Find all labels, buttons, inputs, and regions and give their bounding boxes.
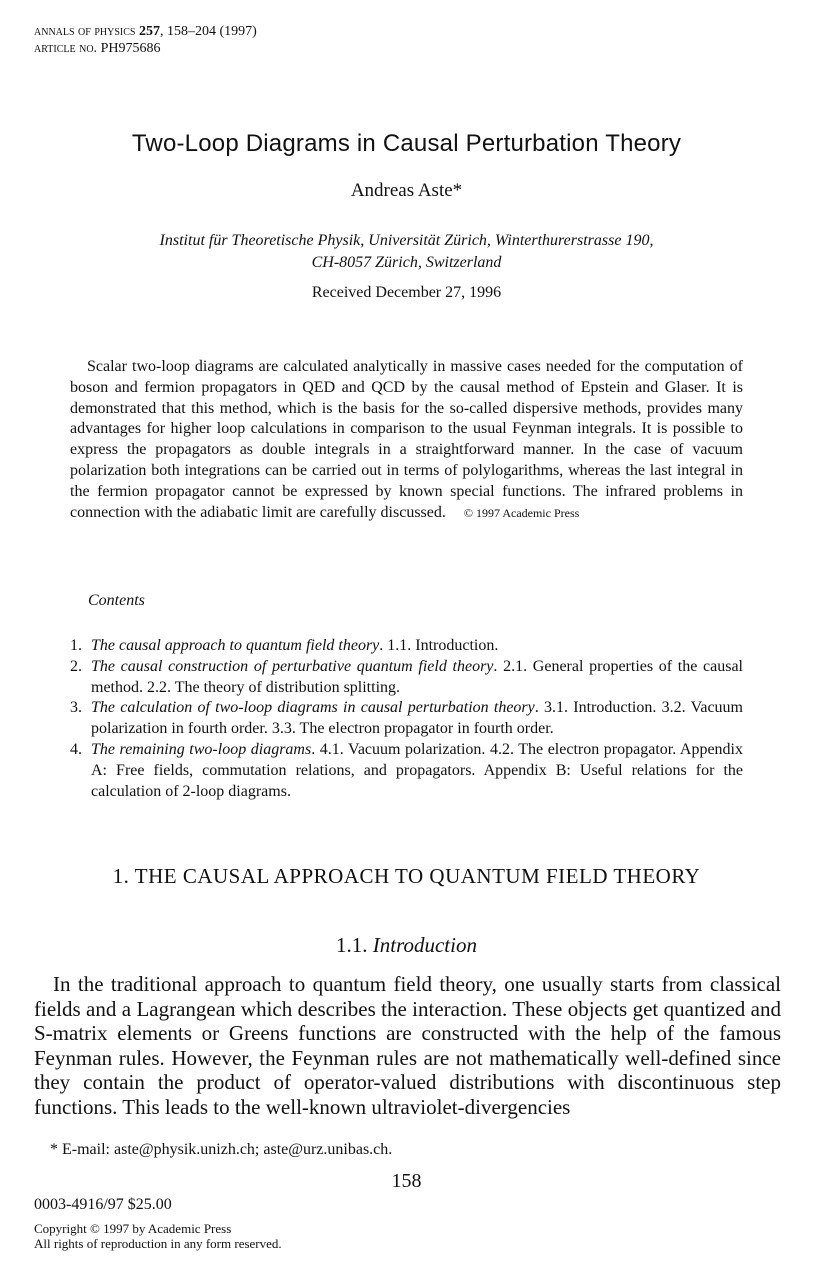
received-date: Received December 27, 1996 [311, 284, 502, 301]
journal-name: annals of physics [34, 24, 136, 39]
affiliation-line-2: CH-8057 Zürich, Switzerland [311, 254, 502, 271]
toc-item [70, 740, 743, 802]
toc-item-subsections: . 4.1. Vacuum polarization. 4.2. The electron propagator. Appendix A: Free fields, commutation relations, and propagators. Appendix B: Useful relations for the calculation of 2-loop diagrams. [91, 740, 743, 800]
article-label: article no. [34, 41, 98, 56]
toc-item-subsections: . 2.1. General properties of the causal method. 2.2. The theory of distribution splitting. [91, 657, 743, 696]
toc-item-title: The calculation of two-loop diagrams in causal perturbation theory [91, 699, 535, 717]
issn-price: 0003-4916/97 $25.00 [34, 1196, 172, 1213]
affiliation [0, 230, 813, 274]
body-paragraph: In the traditional approach to quantum field theory, one usually starts from classical fields and a Lagrangean which describes the interaction. These objects get quantized and S-matrix elements or Greens functions are constructed with the help of the famous Feynman rules. However, the Feynman rules are not mathematically well-defined since they contain the product of operator-valued distributions with discontinuous step functions. This leads to the well-known ultraviolet-divergencies [34, 972, 781, 1119]
toc-item-title: The remaining two-loop diagrams [91, 740, 312, 758]
affiliation-line-1: Institut für Theoretische Physik, Universität Zürich, Winterthurerstrasse 190, [159, 232, 654, 249]
abstract-text: Scalar two-loop diagrams are calculated analytically in massive cases needed for the computation of boson and fermion propagators in QED and QCD by the causal method of Epstein and Glaser. It is demonstrated that this method, which is the basis for the so-called dispersive methods, provides many advantages for higher loop calculations in comparison to the usual Feynman integrals. It is possible to express the propagators as double integrals in a straightforward manner. In the case of vacuum polarization both integrations can be carried out in terms of polylogarithms, whereas the last integral in the fermion propagator cannot be expressed by known special functions. The infrared problems in connection with the adiabatic limit are carefully discussed. [70, 358, 743, 521]
section-heading: 1. THE CAUSAL APPROACH TO QUANTUM FIELD THEORY [112, 864, 701, 888]
footer-rights: All rights of reproduction in any form reserved. [34, 1236, 282, 1251]
toc-item-subsections: . 1.1. Introduction. [379, 637, 499, 654]
toc-item-number: 3. [70, 699, 82, 717]
journal-citation-line [34, 23, 257, 40]
toc-item-number: 2. [70, 657, 82, 675]
abstract-copyright: © 1997 Academic Press [463, 505, 580, 520]
article-number: PH975686 [100, 41, 161, 56]
article-number-line [34, 40, 257, 57]
toc-item [70, 636, 743, 657]
paper-title: Two-Loop Diagrams in Causal Perturbation Theory [131, 130, 682, 157]
toc-item [70, 698, 743, 740]
toc-item-title: The causal approach to quantum field theory [91, 637, 380, 654]
subsection-number: 1.1. [336, 933, 368, 957]
toc-item-subsections: . 3.1. Introduction. 3.2. Vacuum polarization in fourth order. 3.3. The electron propagator in fourth order. [91, 699, 743, 738]
toc-item [70, 657, 743, 699]
abstract [70, 357, 743, 523]
table-of-contents [70, 636, 743, 802]
toc-item-number: 4. [70, 740, 82, 758]
footer-copyright: Copyright © 1997 by Academic Press [34, 1221, 232, 1236]
contents-label: Contents [88, 592, 145, 609]
journal-header [34, 23, 257, 57]
toc-item-title: The causal construction of perturbative quantum field theory [91, 657, 494, 675]
publisher-footer [34, 1195, 282, 1251]
journal-volume: 257 [138, 24, 160, 39]
journal-pages: , 158–204 (1997) [159, 24, 257, 39]
footnote: * E-mail: aste@physik.unizh.ch; aste@urz.unibas.ch. [50, 1141, 393, 1158]
subsection-title: Introduction [372, 933, 477, 957]
page-number: 158 [391, 1170, 422, 1192]
author-name: Andreas Aste* [350, 180, 463, 201]
toc-item-number: 1. [70, 637, 82, 654]
subsection-heading [0, 933, 813, 958]
